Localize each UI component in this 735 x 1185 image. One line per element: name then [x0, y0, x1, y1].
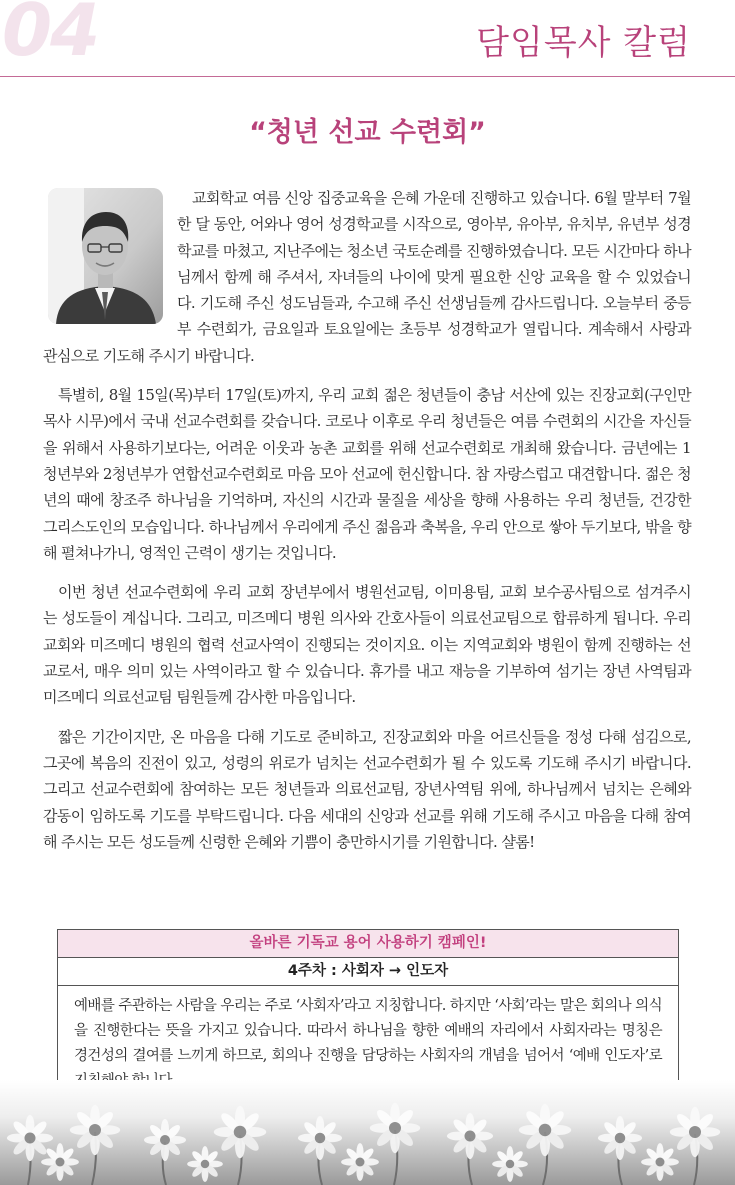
article-paragraph: 교회학교 여름 신앙 집중교육을 은혜 가운데 진행하고 있습니다. 6월 말부터 7월 한 달 동안, 어와나 영어 성경학교를 시작으로, 영아부, 유아부, 유치부, 유년부 성경학교를 마쳤고, 지난주에는 청소년 국토순례를 진행하였습니다. 모든 시간마다 하나님께서 함께 해 주셔서, 자녀들의 나이에 맞게 필요한 신앙 교육을 할 수 있었습니다. 기도해 주신 성도님들과, 수고해 주신 선생님들께 감사드립니다. 오늘부터 중등부 수련회가, 금요일과 토요일에는 초등부 성경학교가 열립니다. 계속해서 사랑과 관심으로 기도해 주시기 바랍니다. [43, 189, 691, 365]
pastor-photo [48, 188, 163, 324]
article-paragraph: 짧은 기간이지만, 온 마음을 다해 기도로 준비하고, 진장교회와 마을 어르신들을 정성 다해 섬김으로, 그곳에 복음의 진전이 있고, 성령의 위로가 넘치는 선교수련회가 될 수 있도록 기도해 주시기 바랍니다. 그리고 선교수련회에 참여하는 모든 청년들과 의료선교팀, 장년사역팀 위에, 하나님께서 넘치는 은혜와 감동이 임하도록 기도를 부탁드립니다. 다음 세대의 신앙과 선교를 위해 기도해 주시고 마음을 다해 참여해 주시는 모든 성도들께 신령한 은혜와 기쁨이 충만하시기를 기원합니다. 샬롬! [43, 727, 691, 851]
page-number: 04 [2, 0, 99, 72]
article-title: “청년 선교 수련회” [249, 117, 486, 148]
campaign-body: 예배를 주관하는 사람을 우리는 주로 ‘사회자’라고 지칭합니다. 하지만 ‘사회’라는 말은 회의나 의식을 진행한다는 뜻을 가지고 있습니다. 따라서 하나님을 향한 예배의 자리에서 사회자라는 명칭은 경건성의 결여를 느끼게 하므로, 회의나 진행을 담당하는 사회자의 개념을 넘어서 ‘예배 인도자’로 [74, 998, 662, 1064]
campaign-title: 올바른 기독교 용어 사용하기 캠페인! [58, 930, 678, 958]
daisy-flowers-decoration [0, 1080, 735, 1185]
article-paragraph: 이번 청년 선교수련회에 우리 교회 장년부에서 병원선교팀, 이미용팀, 교회 보수공사팀으로 섬겨주시는 성도들이 계십니다. 그리고, 미즈메디 병원 의사와 간호사들이 의료선교팀으로 합류하게 됩니다. 우리 교회와 미즈메디 병원의 협력 선교사역이 진행되는 것이지요. 이는 지역교회와 병원이 함께 진행하는 선교로서, 매우 의미 있는 사역이라고 할 수 있습니다. 휴가를 내고 재능을 기부하여 섬기는 장년 사역팀과 미즈메디 의료선교팀 팀원들께 감사한 마음입니다. [43, 583, 691, 707]
article-paragraph: 특별히, 8월 15일(목)부터 17일(토)까지, 우리 교회 젊은 청년들이 충남 서산에 있는 진장교회(구인만 목사 시무)에서 국내 선교수련회를 갖습니다. 코로나 이후로 우리 청년들은 여름 수련회의 시간을 자신들을 위해서 사용하기보다는, 어려운 이웃과 농촌 교회를 위해 선교수련회로 개최해 왔습니다. 금년에는 1청년부와 2청년부가 연합선교수련회로 마음 모아 선교에 헌신합니다. 참 자랑스럽고 대견합니다. 젊은 청년의 때에 창조주 하나님을 기억하며, 자신의 시간과 물질을 세상을 향해 사용하는 우리 청년들, 건강한 그리스도인의 모습입니다. 하나님께서 우리에게 주신 젊음과 축복을, 우리 안으로 쌓아 두기보다, 밖을 향해 펼쳐나가니, 영적인 근력이 생기는 것입니다. [43, 386, 691, 562]
campaign-subtitle: 4주차 : 사회자 → 인도자 [58, 958, 678, 986]
section-title: 담임목사 칼럼 [476, 23, 691, 63]
article-body [43, 185, 691, 868]
header-divider [0, 76, 735, 77]
